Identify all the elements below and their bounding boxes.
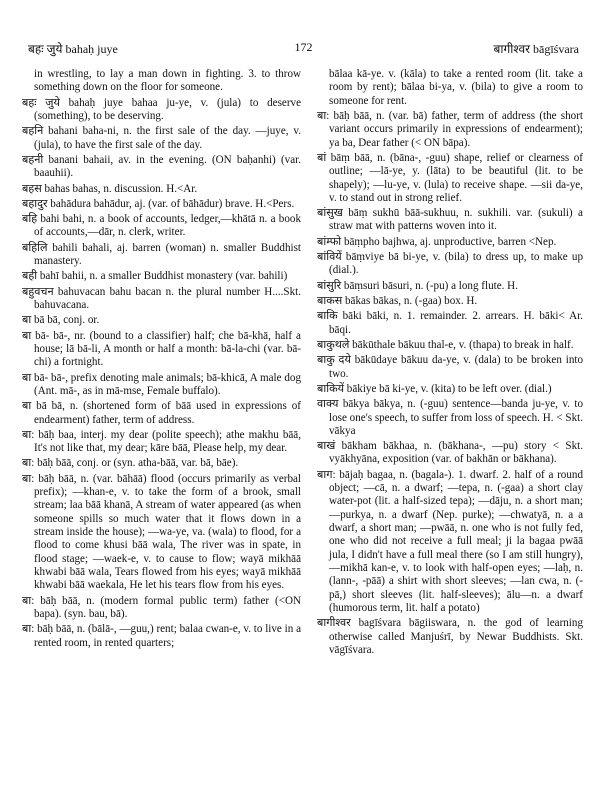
dictionary-entry: बा: bāḥ bāā, n. (var. bā) father, term of address (the short variant occurs primarily in expressions of endearment); ya ba, Dear father (< ON bāpa). [317, 109, 583, 149]
header-left-guide-word: बहः जुये bahaḥ juye [28, 42, 118, 56]
dictionary-entry: बा: bāḥ bāā, n. (modern formal public term) father (<ON bapa). (syn. bau, bā). [22, 594, 301, 620]
dictionary-entry: बा: bāḥ baa, interj. my dear (polite speech); athe makhu bāā, It's not like that, my dear; kāre bāā, Please help, my dear. [22, 428, 301, 455]
dictionary-entry: बांसुख bāṃ sukhū bāā-sukhuu, n. sukhili. var. (sukuli) a straw mat with patterns woven into it. [317, 207, 583, 233]
dictionary-entry: बांम्फो bāṃpho bajhwa, aj. unproductive, barren <Nep. [317, 235, 557, 248]
dictionary-entry: बहिलि bahili bahali, aj. barren (woman) n. smaller Buddhist manastery. [22, 241, 301, 268]
left-column [22, 68, 301, 652]
page-number: 172 [294, 40, 313, 54]
page-header [28, 40, 579, 56]
dictionary-entry: वाक्य bākya bākya, n. (-guu) sentence—banda ju-ye, v. to lose one's speech, to suffer from loss of speech. H. < Skt. vākya [317, 398, 583, 437]
dictionary-entry: बहुवचन bahuvacan bahu bacan n. the plural number H....Skt. bahuvacana. [22, 285, 301, 311]
dictionary-entry: बहादुर bahādura bahādur, aj. (var. of bāhādur) brave. H.<Pers. [22, 197, 295, 210]
dictionary-entry: बाखं bākham bākhaa, n. (bākhana-, —pu) story < Skt. vyākhyāna, exposition (var. of bakhān or bākhana). [317, 440, 583, 466]
dictionary-entry: बहस bahas bahas, n. discussion. H.<Ar. [22, 182, 198, 195]
dictionary-entry: बाकि bāki bāki, n. 1. remainder. 2. arrears. H. bāki< Ar. bāqi. [317, 310, 583, 336]
dictionary-entry: बाकुथले bākūthale bākuu thal-e, v. (thapa) to break in half. [317, 338, 574, 351]
dictionary-entry: बा: bāḥ bāā, n. (var. bāhāā) flood (occurs primarily as verbal prefix); —khan-e, v. to take the form of a brook, small stream; laa bāā khanā, A stream of water appeared (as when someone spills so much water that it flows down in a stream inside the house); —wa-ye, va. (wala) to flood, for a flood to come khusi bāā wala, The river was in spate, in flood stage; —waek-e, v. to cause to flow; wayā mikhāā khwabi bāā wala, Tears flowed from his eyes; wayā mikhāā khwabi bāā waekala, He let his tears flow from his eyes. [22, 472, 301, 592]
dictionary-entry: बाकु दये bākūdaye bākuu da-ye, v. (dala) to be broken into two. [317, 354, 583, 380]
dictionary-entry: बां bāṃ bāā, n. (bāna-, -guu) shape, relief or clearness of outline; —lā-ye, y. (lāta) to be beautiful (lit. to be shapely); —lu-ye, v. (lula) to receive shape. —sii da-ye, v. to stand out in strong relief. [317, 151, 583, 204]
dictionary-entry: in wrestling, to lay a man down in fighting. 3. to throw something down on the floor for someone. [34, 68, 301, 94]
dictionary-entry: बा bā bā, n. (shortened form of bāā used in expressions of endearment) father, term of address. [22, 400, 301, 426]
dictionary-entry: बही bahī bahii, n. a smaller Buddhist monastery (var. bahili) [22, 270, 288, 283]
dictionary-entry: बा bā bā, conj. or. [22, 314, 100, 327]
dictionary-entry: बहि bahi bahi, n. a book of accounts, ledger,—khātā n. a book of accounts,—dār, n. clerk, writer. [22, 213, 301, 239]
dictionary-entry: बाकस bākas bākas, n. (-gaa) box. H. [317, 295, 478, 307]
dictionary-entry: बहनि bahani baha-ni, n. the first sale of the day. —juye, v. (jula), to have the first sale of the day. [22, 125, 301, 151]
dictionary-entry: बा bā- bā-, prefix denoting male animals; bā-khicā, A male dog (Ant. mā-, as in mā-mse, Female buffalo). [22, 371, 301, 397]
dictionary-entry: बहनी banani bahaii, av. in the evening. (ON baḥanhi) (var. baauhii). [22, 153, 301, 180]
header-right-guide-word: बागीश्वर bāgīśvara [493, 42, 579, 56]
right-column [317, 68, 583, 659]
dictionary-entry: bālaa kā-ye. v. (kāla) to take a rented room (lit. take a room by rent); bālaa bi-ya, v. (bila) to give a room to someone for rent. [329, 68, 583, 107]
dictionary-entry: बा: bāḥ bāā, conj. or (syn. atha-bāā, var. bā, bāe). [22, 457, 239, 470]
dictionary-entry: बहः जुये bahaḥ juye bahaa ju-ye, v. (jula) to deserve (something), to be deserving. [22, 96, 301, 122]
dictionary-entry: बांसुरि bāṃsuri bāsuri, n. (-pu) a long flute. H. [317, 279, 518, 292]
dictionary-entry: बा bā- bā-, nr. (bound to a classifier) half; che bā-khā, half a house; lā bā-li, A month or half a month: bā-la-chi (var. bā-chi) a fortnight. [22, 329, 301, 369]
dictionary-entry: बाग: bājaḥ bagaa, n. (bagala-). 1. dwarf. 2. half of a round object; —cā, n. a dwarf; —tepa, n. (-gaa) a short clay water-pot (lit. a half-sized tepa); —dāju, n. a short man; —purkya, n. a dwarf (Nep. purke); —chwatyā, n. a a dwarf, a short man; —pwāā, n. one who is not fully fed, one who did not receive a full meal; ji la bagaa pwāā jula, I didn't have a full meal there (so I am still hungry), —mikhā kan-e, v. to look with half-open eyes; —laḥ, n. (lann-, -pāā) a shirt with short sleeves; —lan cwa, n. (-pā,) short sleeves (lit. half-sleeves); ālu—n. a dwarf (humorous term, lit. half a potato) [317, 468, 583, 614]
dictionary-entry: बांवियें bāṃviye bā bi-ye, v. (bila) to dress up, to make up (dial.). [317, 251, 583, 277]
dictionary-entry: बा: bāḥ bāā, n. (bālā-, —guu,) rent; balaa cwan-e, v. to live in a rented room, in rented quarters; [22, 623, 301, 649]
dictionary-entry: बाकियें bākiye bā ki-ye, v. (kita) to be left over. (dial.) [317, 382, 552, 395]
dictionary-entry: बागीश्वर bagīśvara bāgiiswara, n. the god of learning otherwise called Manjuśrī, by Newar Buddhists. Skt. vāgīśvara. [317, 617, 583, 656]
